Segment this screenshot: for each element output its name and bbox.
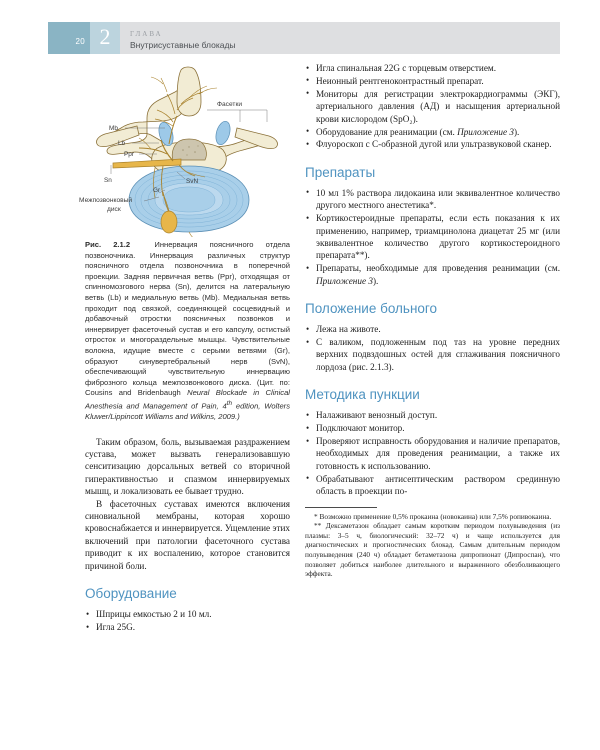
left-paragraph-2: В фасеточных суставах имеются включения синовиальной мембраны, которая хорошо кровоснабжается и иннервируется. Ущемление этих включений при патологии фасеточного сустава приводит к их воспалению, которое становится причиной боли. [85, 498, 290, 571]
section-heading-patient-position: Положение больного [305, 301, 438, 317]
list-item: • 10 мл 1% раствора лидокаина или эквивалентное количество другого местного анестетика*. [305, 187, 560, 212]
header-title-band [120, 22, 560, 54]
running-header [48, 22, 560, 54]
section-heading-equipment: Оборудование [85, 586, 177, 602]
figure-caption [85, 240, 290, 423]
figure-citation-edition-sup: th [226, 399, 233, 407]
right-column [305, 62, 560, 579]
list-item: • С валиком, подложенным под таз на уровне передних верхних подвздошных остей для сглаживания поясничного лордоза (рис. 2.1.3). [305, 336, 560, 373]
left-column [79, 62, 290, 634]
figure-label-disc-line1: Межпозвонковый [79, 197, 133, 204]
list-item: • Шприцы емкостью 2 и 10 мл. [85, 608, 290, 620]
header-chapter-title: Внутрисуставные блокады [130, 39, 236, 50]
figure-caption-text: Иннервация поясничного отдела позвоночника. Иннервация различных структур поясничного отдела позвоночника в поперечной проекции. Задняя первичная ветвь (Ppr), отходящая от спинномозгового нерва (Sn), делится на латеральную ветвь (Lb) и медиальную ветвь (Mb). Медиальная ветвь проходит под связкой, соединяющей сосцевидный и добавочный отростки поясничных позвонков и иннервирует фасеточный сустав и его капсулу, остистый отросток и многораздельные мышцы. Чувствительные волокна, идущие вместе с серыми ветвями (Gr), образуют синувертебральный нерв (SvN), обеспечивающий чувствительную иннервацию фиброзного кольца межпозвонкового диска. (Цит. по: Cousins and Bridenbaugh [85, 240, 290, 398]
footnote-block [305, 507, 560, 579]
footnote-divider [305, 507, 377, 508]
puncture-technique-list [305, 409, 560, 497]
list-item: • Проверяют исправность оборудования и наличие препаратов, необходимых для проведения реанимации, а также их готовность к использованию. [305, 435, 560, 472]
section-heading-drugs: Препараты [305, 164, 376, 180]
figure-label-gr: Gr [153, 187, 161, 194]
patient-position-list [305, 323, 560, 373]
figure-label-mb: Mb [109, 125, 118, 132]
drugs-list [305, 187, 560, 287]
intervertebral-disc [129, 166, 249, 232]
list-item: • Флуороскоп с С-образной дугой или ультразвуковой сканер. [305, 138, 560, 150]
section-heading-puncture-technique: Методика пункции [305, 387, 420, 403]
figure-label-ppr: Ppr [124, 151, 134, 158]
list-item: • Обрабатывают антисептическим раствором срединную область в проекции по- [305, 473, 560, 498]
list-item: • Игла 25G. [85, 621, 290, 633]
figure-number: Рис. 2.1.2 [85, 240, 131, 249]
vertebra-cross-section-illustration [77, 62, 292, 237]
figure-citation-publisher: edition, Wolters Kluwer/Lippincott Williams and Wilkins, 2009.) [85, 401, 290, 422]
figure-label-sn: Sn [104, 177, 112, 184]
figure-label-facets: Фасетки [217, 101, 243, 108]
figure-label-lb: Lb [118, 140, 126, 147]
list-item: • Неионный рентгеноконтрастный препарат. [305, 75, 560, 87]
figure-label-disc-line2: диск [107, 206, 121, 213]
list-item: • Препараты, необходимые для проведения реанимации (см. Приложение 3). [305, 262, 560, 287]
list-item: • Лежа на животе. [305, 323, 560, 335]
list-item: • Оборудование для реанимации (см. Приложение 3). [305, 126, 560, 138]
figure-lumbar-innervation [79, 62, 290, 234]
equipment-list-continued [305, 62, 560, 151]
list-item: • Мониторы для регистрации электрокардиограммы (ЭКГ), артериального давления (АД) и насыщения артериальной крови кислородом (SpO₂). [305, 88, 560, 125]
footnote-1: * Возможно применение 0,5% прокаина (новокаина) или 7,5% ропивокаина. [314, 511, 552, 521]
list-item: • Подключают монитор. [305, 422, 560, 434]
page-number: 20 [48, 22, 90, 54]
header-kicker: ГЛАВА [130, 29, 163, 38]
figure-citation-title: Neural Blockade in Clinical Anesthesia and Management of Pain, 4 [85, 388, 290, 411]
figure-label-svn: SvN [186, 178, 199, 185]
list-item: • Игла спинальная 22G с торцевым отверстием. [305, 62, 560, 74]
list-item: • Кортикостероидные препараты, если есть показания к их применению, например, триамцинолона диацетат 25 мг (или эквивалентное количество другого кортикостероидного препарата**). [305, 212, 560, 262]
chapter-number: 2 [90, 22, 120, 54]
footnote-2: ** Дексаметазон обладает самым коротким периодом полувыведения (из плазмы: 3–5 ч, биологический: 32–72 ч) и чаще используется для диагностических и прогностических блокад. Самым длительным периодом полувыведения (240 ч) обладает бетаметазона дипропионат (Дипроспан), что позволяет добиться наиболее длительного и выраженного обезболивающего эффекта. [305, 521, 560, 579]
left-paragraph-1: Таким образом, боль, вызываемая раздражением сустава, может вызвать генерализовавшую сенситизацию дорсальных ветвей со вторичной гиперактивностью и спазмом иннервируемых мышц, и локализовать ее бывает трудно. [85, 436, 290, 497]
equipment-list [85, 608, 290, 633]
list-item: • Налаживают венозный доступ. [305, 409, 560, 421]
